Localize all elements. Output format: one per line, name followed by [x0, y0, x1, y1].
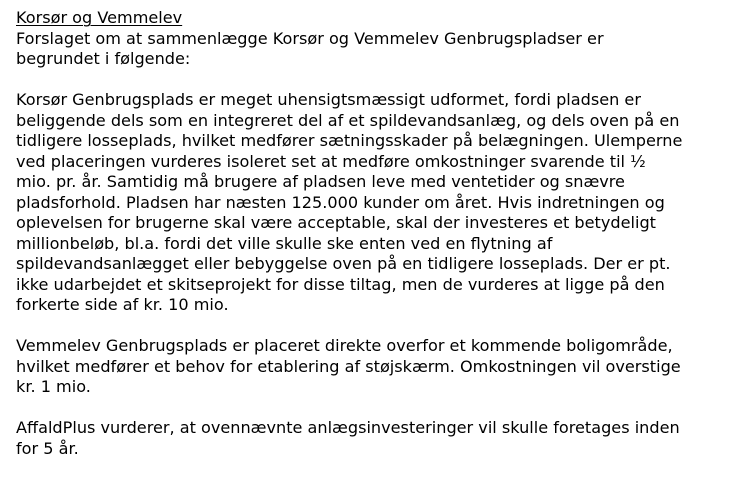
- text-line: begrundet i følgende:: [16, 49, 191, 68]
- text-line: AffaldPlus vurderer, at ovennævnte anlægsinvesteringer vil skulle foretages inden: [16, 418, 680, 437]
- text-line: Vemmelev Genbrugsplads er placeret direkte overfor et kommende boligområde,: [16, 336, 673, 355]
- paragraph-spacer: [16, 316, 725, 337]
- affaldplus-paragraph: [16, 418, 725, 459]
- korsor-paragraph: [16, 90, 725, 316]
- text-line: beliggende dels som en integreret del af et spildevandsanlæg, og dels oven på en: [16, 110, 680, 130]
- text-line: mio. pr. år. Samtidig må brugere af pladsen leve med ventetider og snævre: [16, 172, 625, 191]
- paragraph-spacer: [16, 70, 725, 91]
- text-line: ved placeringen vurderes isoleret set at medføre omkostninger svarende til ½: [16, 151, 646, 171]
- intro-paragraph: [16, 29, 725, 70]
- paragraph-spacer: [16, 398, 725, 419]
- text-line: tidligere losseplads, hvilket medfører sætningsskader på belægningen. Ulemperne: [16, 131, 683, 150]
- text-line: millionbeløb, bl.a. fordi det ville skulle ske enten ved en flytning af: [16, 233, 553, 253]
- text-line: oplevelsen for brugerne skal være acceptable, skal der investeres et betydeligt: [16, 213, 656, 232]
- text-line: for 5 år.: [16, 438, 79, 458]
- text-line: Korsør Genbrugsplads er meget uhensigtsmæssigt udformet, fordi pladsen er: [16, 90, 641, 109]
- vemmelev-paragraph: [16, 336, 725, 398]
- text-line: forkerte side af kr. 10 mio.: [16, 295, 229, 314]
- section-heading: Korsør og Vemmelev: [16, 8, 183, 27]
- text-line: Forslaget om at sammenlægge Korsør og Vemmelev Genbrugspladser er: [16, 28, 604, 48]
- text-line: kr. 1 mio.: [16, 377, 91, 396]
- text-line: pladsforhold. Pladsen har næsten 125.000 kunder om året. Hvis indretningen og: [16, 192, 665, 212]
- text-line: ikke udarbejdet et skitseprojekt for disse tiltag, men de vurderes at ligge på den: [16, 274, 665, 294]
- text-line: spildevandsanlægget eller bebyggelse oven på en tidligere losseplads. Der er pt.: [16, 254, 671, 273]
- text-line: hvilket medfører et behov for etablering af støjskærm. Omkostningen vil overstige: [16, 356, 681, 376]
